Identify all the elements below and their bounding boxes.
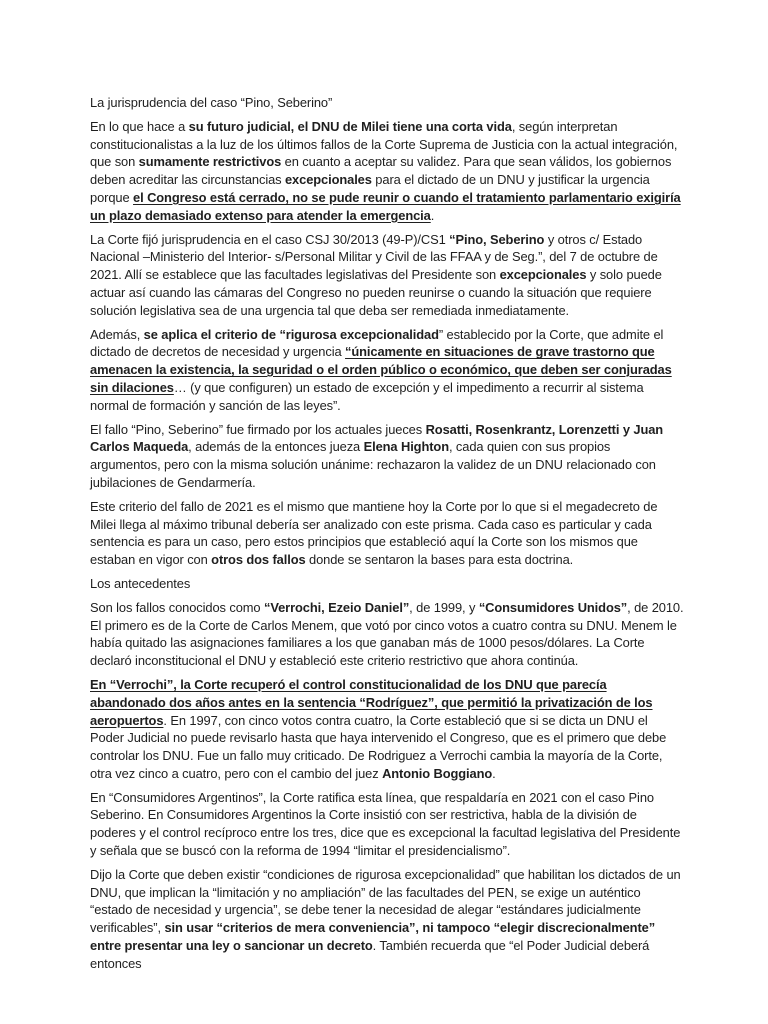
text-run: En lo que hace a — [90, 118, 189, 134]
text-run: “únicamente en situaciones de grave trastorno que amenacen la existencia, la seguridad o el orden público o económico, que deben ser conjuradas sin dilaciones — [90, 344, 672, 395]
section-heading-jurisprudencia: La jurisprudencia del caso “Pino, Seberino” — [90, 95, 333, 110]
text-run: donde se sentaron la bases para esta doctrina. — [305, 552, 574, 568]
paragraph — [90, 118, 684, 225]
text-run: excepcionales — [499, 267, 587, 283]
text-run: otros dos fallos — [211, 552, 306, 568]
text-run: “Consumidores Unidos” — [478, 599, 628, 615]
text-run: Elena Highton — [363, 439, 449, 455]
text-run: , además de la entonces jueza — [188, 439, 364, 455]
text-run: en cuanto a aceptar su validez. Para que sean válidos, los gobiernos deben acreditar las circunstancias — [90, 154, 672, 188]
paragraph — [90, 421, 684, 492]
text-run: , de 1999, y — [409, 599, 479, 615]
text-run: para el dictado de un DNU y justificar la urgencia porque — [90, 172, 650, 205]
text-run: . — [430, 207, 435, 223]
text-run: se aplica el criterio de “rigurosa excepcionalidad — [143, 326, 439, 342]
text-run: y solo puede actuar así cuando las cámaras del Congreso no pueden reunirse o cuando la situación que requiere solución legislativa sea de una urgencia tal que deba ser remediada inmediatamente. — [90, 267, 662, 318]
paragraph — [90, 789, 684, 860]
paragraph — [90, 326, 684, 415]
text-run: , según interpretan constitucionalistas a la luz de los últimos fallos de la Corte Suprema de Justicia con la actual integración, que son — [90, 118, 678, 170]
text-run: . — [492, 765, 496, 781]
text-run: Dijo la Corte que deben existir “condiciones de rigurosa excepcionalidad” que habilitan los dictados de un DNU, que implican la “limitación y no ampliación” de las facultades del PEN, se exige un auténtico “estado de necesidad y urgencia”, se debe tener la necesidad de alegar “estándares judicialmente verificables”, — [90, 866, 681, 936]
section-heading-antecedentes: Los antecedentes — [90, 575, 191, 591]
text-run: excepcionales — [284, 172, 372, 188]
text-run: Antonio Boggiano — [382, 765, 493, 781]
text-run: . También recuerda que “el Poder Judicial deberá entonces — [90, 938, 650, 971]
text-run: sin usar “criterios de mera conveniencia”, ni tampoco “elegir discrecionalmente” entre presentar una ley o sancionar un decreto — [90, 920, 656, 954]
text-run: su futuro judicial, el DNU de Milei tiene una corta vida — [188, 118, 512, 134]
paragraph — [90, 599, 684, 670]
text-run: En “Verrochi”, la Corte recuperó el control constitucionalidad de los DNU que parecía abandonado dos años antes en la sentencia “Rodríguez”, que permitió la privatización de los aeropuertos — [90, 676, 653, 728]
text-run: “Pino, Seberino — [449, 231, 545, 247]
paragraph — [90, 498, 684, 569]
text-run: , de 2010. El primero es de la Corte de Carlos Menem, que votó por cinco votos a cuatro contra su DNU. Menem le había quitado las asignaciones familiares a los que ganaban más de 1000 pesos/dólares. La Corte declaró inconstitucional el DNU y estableció este criterio restrictivo que ahora continúa. — [90, 599, 684, 669]
text-run: Son los fallos conocidos como — [90, 599, 264, 615]
text-run: . En 1997, con cinco votos contra cuatro, la Corte estableció que si se dicta un DNU el Poder Judicial no puede revisarlo hasta que haya intervenido el Congreso, que es el primero que debe controlar los DNU. Fue un fallo muy criticado. De Rodriguez a Verrochi cambia la mayoría de la Corte, otra vez cinco a cuatro, pero con el cambio del juez — [90, 712, 667, 781]
text-run: El fallo “Pino, Seberino” fue firmado por los actuales jueces — [90, 421, 426, 437]
text-run: y otros c/ Estado Nacional –Ministerio del Interior- s/Personal Militar y Civil de las FFAA y de Seg.”, del 7 de octubre de 2021. Allí se establece que las facultades legislativas del Presidente son — [90, 231, 658, 283]
paragraph — [90, 676, 684, 783]
text-run: Rosatti, Rosenkrantz, Lorenzetti y Juan Carlos Maqueda — [90, 421, 664, 455]
text-run: … (y que configuren) un estado de excepción y el impedimento a recurrir al sistema normal de formación y sanción de las leyes”. — [90, 379, 644, 413]
text-run: , cada quien con sus propios argumentos, pero con la misma solución unánime: rechazaron la validez de un DNU relacionado con jubilaciones de Gendarmería. — [90, 439, 656, 490]
paragraph — [90, 866, 684, 973]
text-run: ” establecido por la Corte, que admite el dictado de decretos de necesidad y urgencia — [90, 326, 664, 360]
text-run: el Congreso está cerrado, no se pude reunir o cuando el tratamiento parlamentario exigiría un plazo demasiado extenso para atender la emergencia — [90, 189, 681, 223]
text-run: En “Consumidores Argentinos”, la Corte ratifica esta línea, que respaldaría en 2021 con el caso Pino Seberino. En Consumidores Argentinos la Corte insistió con ser restrictiva, habla de la división de poderes y el control recíproco entre los tres, dice que es excepcional la facultad legislativa del Presidente y señala que se buscó con la reforma de 1994 “limitar el presidencialismo”. — [90, 789, 681, 859]
text-run: Este criterio del fallo de 2021 es el mismo que mantiene hoy la Corte por lo que si el megadecreto de Milei llega al máximo tribunal debería ser analizado con este prisma. Cada caso es particular y cada sentencia es para un caso, pero estos principios que estableció aquí la Corte son los mismos que estaban en vigor con — [90, 498, 658, 568]
text-run: sumamente restrictivos — [138, 154, 282, 170]
text-run: Además, — [90, 326, 144, 342]
text-run: “Verrochi, Ezeio Daniel” — [263, 599, 410, 615]
paragraph — [90, 231, 684, 320]
text-run: La Corte fijó jurisprudencia en el caso CSJ 30/2013 (49-P)/CS1 — [90, 231, 450, 247]
